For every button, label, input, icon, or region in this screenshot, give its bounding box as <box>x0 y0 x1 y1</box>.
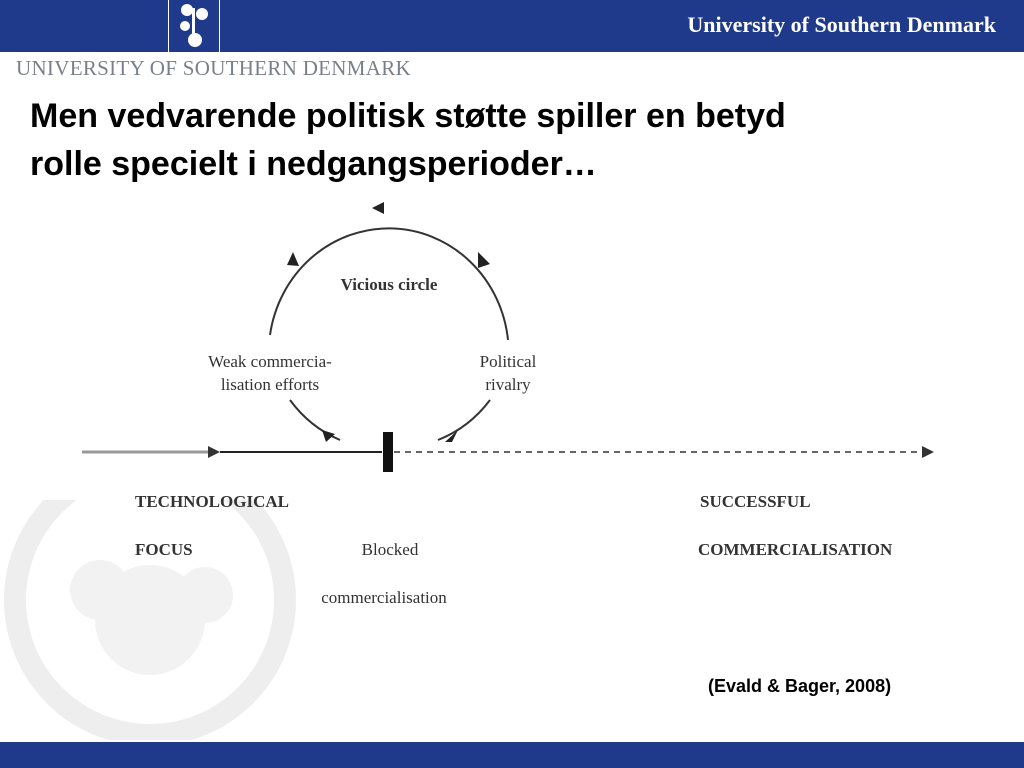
political-rivalry-label-2: rivalry <box>485 375 531 394</box>
block-bar <box>383 432 393 472</box>
successful-label: SUCCESSFUL <box>700 492 811 511</box>
weak-efforts-label-1: Weak commercia- <box>208 352 332 371</box>
arc-arrow-left-icon <box>287 252 299 266</box>
commercialisation-label: commercialisation <box>321 588 447 607</box>
arc-arrow-right-icon <box>478 252 490 268</box>
apple-tree-logo-icon <box>169 0 219 52</box>
focus-label: FOCUS <box>135 540 193 559</box>
university-name: University of Southern Denmark <box>687 12 996 37</box>
technology-arrow-icon <box>208 446 220 458</box>
vicious-circle-label: Vicious circle <box>340 275 438 294</box>
successful-commercialisation-label: COMMERCIALISATION <box>698 540 893 559</box>
success-arrow-icon <box>922 446 934 458</box>
slide-title <box>30 92 1024 188</box>
citation: (Evald & Bager, 2008) <box>708 676 892 696</box>
blocked-label: Blocked <box>361 540 419 559</box>
title-line-1: Men vedvarende politisk støtte spiller en betyd <box>30 97 786 135</box>
footer-bar <box>0 742 1024 768</box>
weak-efforts-label-2: lisation efforts <box>220 375 320 394</box>
university-logo <box>168 0 220 52</box>
header-bar <box>0 0 1024 52</box>
title-line-2: rolle specielt i nedgangsperioder… <box>30 145 597 183</box>
vicious-circle-arcs <box>270 202 508 442</box>
arc-arrow-top-icon <box>372 202 384 214</box>
technological-label: TECHNOLOGICAL <box>135 492 289 511</box>
political-rivalry-label-1: Political <box>479 352 537 371</box>
university-subtitle: UNIVERSITY OF SOUTHERN DENMARK <box>16 56 411 80</box>
vicious-circle-diagram <box>0 190 1024 630</box>
